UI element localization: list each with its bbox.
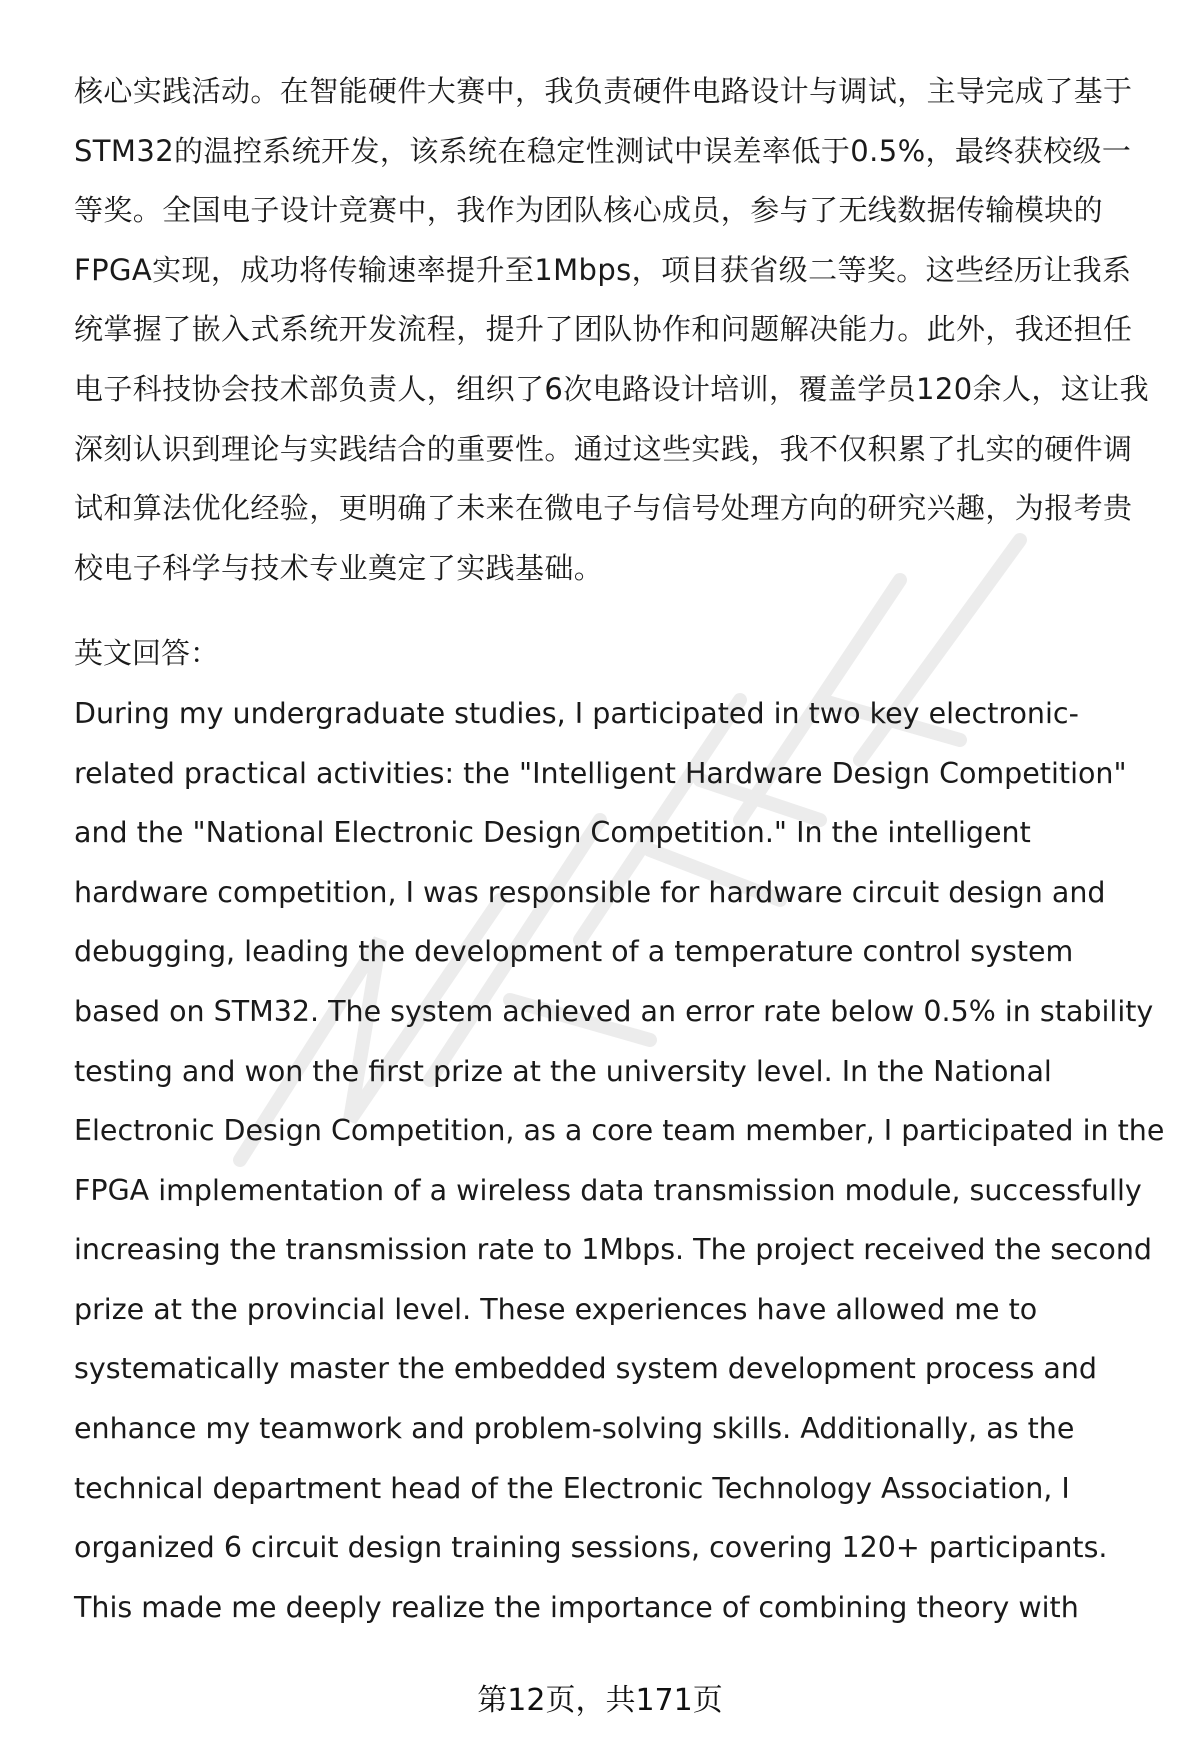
text-line: enhance my teamwork and problem-solving skills. Additionally, as the xyxy=(74,1412,1075,1446)
text-line: FPGA实现，成功将传输速率提升至1Mbps，项目获省级二等奖。这些经历让我系 xyxy=(74,252,1132,287)
page-number: 第12页，共171页 xyxy=(477,1683,723,1718)
text-line: 试和算法优化经验，更明确了未来在微电子与信号处理方向的研究兴趣，为报考贵 xyxy=(74,491,1133,526)
text-line: related practical activities: the "Intelligent Hardware Design Competition" xyxy=(74,756,1127,790)
text-line: debugging, leading the development of a temperature control system xyxy=(74,935,1074,969)
main-content xyxy=(74,62,1164,1637)
text-line: 校电子科学与技术专业奠定了实践基础。 xyxy=(74,550,604,585)
chinese-answer xyxy=(74,62,1164,598)
english-answer-heading: 英文回答： xyxy=(74,636,220,671)
text-line: STM32的温控系统开发，该系统在稳定性测试中误差率低于0.5%，最终获校级一 xyxy=(74,133,1132,168)
text-line: 核心实践活动。在智能硬件大赛中，我负责硬件电路设计与调试，主导完成了基于 xyxy=(74,74,1133,108)
text-line: This made me deeply realize the importance of combining theory with xyxy=(74,1590,1079,1624)
text-line: organized 6 circuit design training sessions, covering 120+ participants. xyxy=(74,1531,1108,1565)
text-line: 等奖。全国电子设计竞赛中，我作为团队核心成员，参与了无线数据传输模块的 xyxy=(74,193,1104,228)
text-line: 电子科技协会技术部负责人，组织了6次电路设计培训，覆盖学员120余人，这让我 xyxy=(74,371,1150,406)
text-line: prize at the provincial level. These experiences have allowed me to xyxy=(74,1292,1038,1326)
text-line: based on STM32. The system achieved an error rate below 0.5% in stability xyxy=(74,994,1154,1028)
english-answer xyxy=(74,684,1164,1638)
text-line: 统掌握了嵌入式系统开发流程，提升了团队协作和问题解决能力。此外，我还担任 xyxy=(74,312,1133,347)
text-line: increasing the transmission rate to 1Mbps. The project received the second xyxy=(74,1233,1152,1267)
text-line: During my undergraduate studies, I participated in two key electronic- xyxy=(74,696,1079,730)
text-line: Electronic Design Competition, as a core team member, I participated in the xyxy=(74,1114,1165,1148)
text-line: 深刻认识到理论与实践结合的重要性。通过这些实践，我不仅积累了扎实的硬件调 xyxy=(74,431,1133,466)
text-line: systematically master the embedded system development process and xyxy=(74,1352,1098,1386)
text-line: hardware competition, I was responsible for hardware circuit design and xyxy=(74,875,1106,909)
text-line: FPGA implementation of a wireless data transmission module, successfully xyxy=(74,1173,1142,1207)
text-line: and the "National Electronic Design Competition." In the intelligent xyxy=(74,816,1031,850)
text-line: technical department head of the Electronic Technology Association, I xyxy=(74,1471,1070,1505)
text-line: testing and won the first prize at the university level. In the National xyxy=(74,1054,1052,1088)
